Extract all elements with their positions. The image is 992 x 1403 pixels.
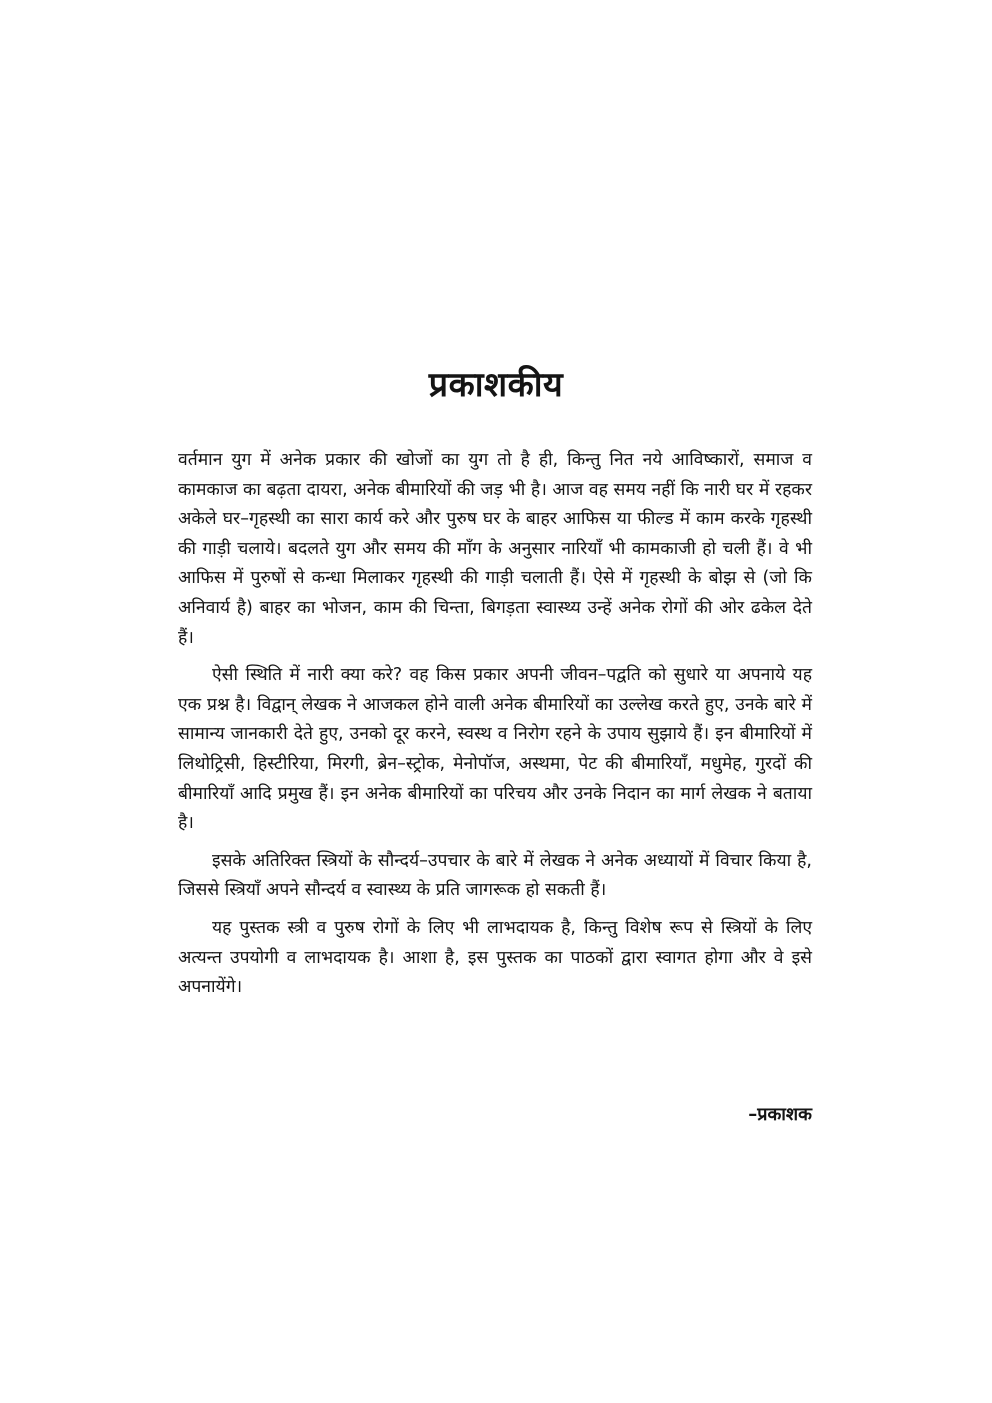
page-title: प्रकाशकीय xyxy=(428,365,564,405)
paragraph-4: यह पुस्तक स्त्री व पुरुष रोगों के लिए भी लाभदायक है, किन्तु विशेष रूप से स्त्रियों के लिए अत्यन्त उपयोगी व लाभदायक है। आशा है, इस पुस्तक का पाठकों द्वारा स्वागत होगा और वे इसे अपनायेंगे। xyxy=(178,917,812,998)
preface-body xyxy=(178,446,812,1011)
publisher-signature: –प्रकाशक xyxy=(748,1104,812,1125)
paragraph-3: इसके अतिरिक्त स्त्रियों के सौन्दर्य–उपचार के बारे में लेखक ने अनेक अध्यायों में विचार किया है, जिससे स्त्रियाँ अपने सौन्दर्य व स्वास्थ्य के प्रति जागरूक हो सकती हैं। xyxy=(178,850,812,901)
paragraph-2: ऐसी स्थिति में नारी क्या करे? वह किस प्रकार अपनी जीवन–पद्वति को सुधारे या अपनाये यह एक प्रश्न है। विद्वान् लेखक ने आजकल होने वाली अनेक बीमारियों का उल्लेख करते हुए, उनके बारे में सामान्य जानकारी देते हुए, उनको दूर करने, स्वस्थ व निरोग रहने के उपाय सुझाये हैं। इन बीमारियों में लिथोट्रिसी, हिस्टीरिया, मिरगी, ब्रेन–स्ट्रोक, मेनोपॉज, अस्थमा, पेट की बीमारियाँ, मधुमेह, गुरदों की बीमारियाँ आदि प्रमुख हैं। इन अनेक बीमारियों का परिचय और उनके निदान का मार्ग लेखक ने बताया है। xyxy=(178,665,812,834)
paragraph-1: वर्तमान युग में अनेक प्रकार की खोजों का युग तो है ही, किन्तु नित नये आविष्कारों, समाज व कामकाज का बढ़ता दायरा, अनेक बीमारियों की जड़ भी है। आज वह समय नहीं कि नारी घर में रहकर अकेले घर–गृहस्थी का सारा कार्य करे और पुरुष घर के बाहर आफिस या फील्ड में काम करके गृहस्थी की गाड़ी चलाये। बदलते युग और समय की माँग के अनुसार नारियाँ भी कामकाजी हो चली हैं। वे भी आफिस में पुरुषों से कन्धा मिलाकर गृहस्थी की गाड़ी चलाती हैं। ऐसे में गृहस्थी के बोझ से (जो कि अनिवार्य है) बाहर का भोजन, काम की चिन्ता, बिगड़ता स्वास्थ्य उन्हें अनेक रोगों की ओर ढकेल देते हैं। xyxy=(178,450,812,648)
